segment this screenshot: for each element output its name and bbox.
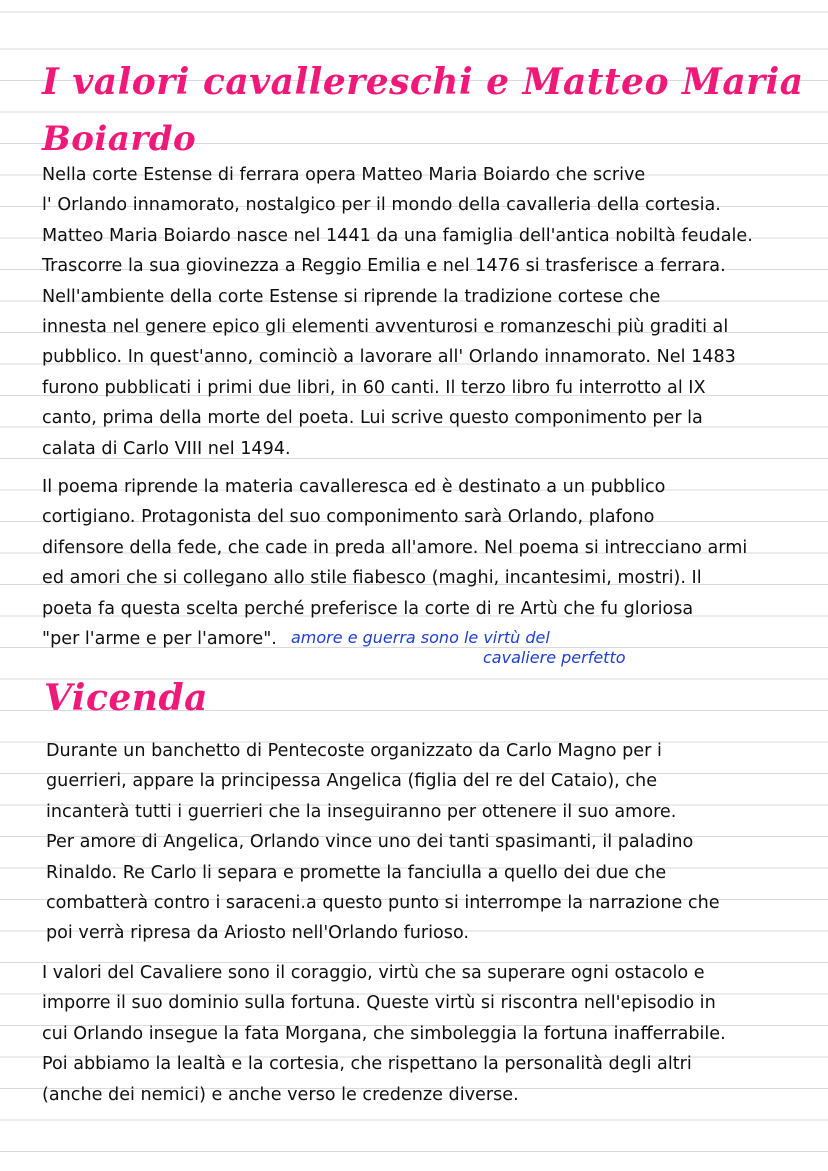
vicenda-line: guerrieri, appare la principessa Angelica (figlia del re del Cataio), che — [46, 771, 658, 792]
poema-line: poeta fa questa scelta perché preferisce la corte di re Artù che fu gloriosa — [42, 598, 694, 619]
valori-line: imporre il suo dominio sulla fortuna. Queste virtù si riscontra nell'episodio in — [42, 993, 716, 1014]
valori-line: Poi abbiamo la lealtà e la cortesia, che rispettano la personalità degli altri — [42, 1054, 692, 1075]
poema-line: ed amori che si collegano allo stile fiabesco (maghi, incantesimi, mostri). Il — [42, 568, 702, 589]
vicenda-line: incanterà tutti i guerrieri che la inseguiranno per ottenere il suo amore. — [46, 801, 677, 822]
valori-line: cui Orlando insegue la fata Morgana, che simboleggia la fortuna inafferrabile. — [42, 1023, 726, 1044]
intro-line: canto, prima della morte del poeta. Lui scrive questo componimento per la — [42, 408, 703, 429]
intro-line: l' Orlando innamorato, nostalgico per il mondo della cavalleria della cortesia. — [42, 195, 721, 216]
valori-line: (anche dei nemici) e anche verso le credenze diverse. — [42, 1084, 519, 1105]
vicenda-line: Durante un banchetto di Pentecoste organizzato da Carlo Magno per i — [46, 741, 662, 761]
page-title-line-1: I valori cavallereschi e Matteo Maria — [42, 61, 804, 103]
section-heading-vicenda: Vicenda — [44, 677, 208, 719]
intro-line: innesta nel genere epico gli elementi avventurosi e romanzeschi più graditi al — [42, 317, 729, 338]
intro-line: pubblico. In quest'anno, cominciò a lavorare all' Orlando innamorato. Nel 1483 — [42, 347, 736, 368]
vicenda-line: poi verrà ripresa da Ariosto nell'Orlando furioso. — [46, 923, 470, 944]
vicenda-line: Per amore di Angelica, Orlando vince uno dei tanti spasimanti, il paladino — [46, 832, 694, 853]
intro-line: Trascorre la sua giovinezza a Reggio Emilia e nel 1476 si trasferisce a ferrara. — [42, 256, 726, 277]
intro-line: calata di Carlo VIII nel 1494. — [42, 438, 291, 459]
vicenda-line: Rinaldo. Re Carlo li separa e promette la fanciulla a quello dei due che — [46, 862, 667, 883]
poema-line: "per l'arme e per l'amore". — [42, 629, 277, 650]
poema-line: Il poema riprende la materia cavalleresca ed è destinato a un pubblico — [42, 477, 666, 497]
intro-line: Matteo Maria Boiardo nasce nel 1441 da una famiglia dell'antica nobiltà feudale. — [42, 225, 753, 246]
intro-paragraph — [42, 160, 753, 464]
vicenda-line: combatterà contro i saraceni.a questo punto si interrompe la narrazione che — [46, 893, 720, 914]
page-title-line-2: Boiardo — [42, 119, 197, 159]
intro-line: Nell'ambiente della corte Estense si riprende la tradizione cortese che — [42, 286, 661, 307]
intro-line: Nella corte Estense di ferrara opera Matteo Maria Boiardo che scrive — [42, 165, 646, 185]
poema-line: cortigiano. Protagonista del suo componimento sarà Orlando, plafono — [42, 507, 655, 528]
handwritten-note-line-2: cavaliere perfetto — [483, 648, 626, 667]
valori-paragraph — [42, 958, 726, 1110]
poema-line: difensore della fede, che cade in preda all'amore. Nel poema si intrecciano armi — [42, 537, 748, 558]
intro-line: furono pubblicati i primi due libri, in 60 canti. Il terzo libro fu interrotto al IX — [42, 377, 706, 398]
handwritten-note-line-1: amore e guerra sono le virtù del — [291, 628, 550, 647]
vicenda-paragraph — [46, 736, 720, 949]
valori-line: I valori del Cavaliere sono il coraggio, virtù che sa superare ogni ostacolo e — [42, 963, 705, 983]
